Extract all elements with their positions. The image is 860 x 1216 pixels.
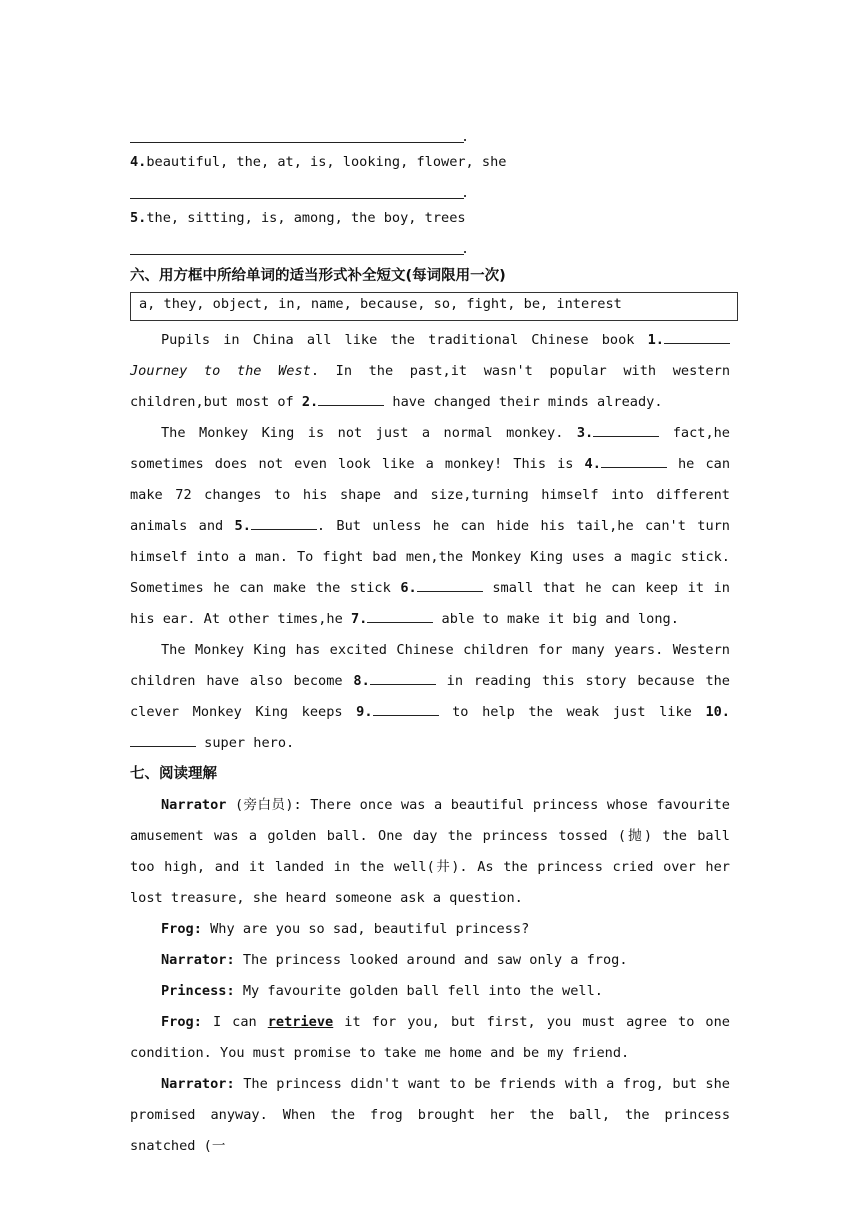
answer-line-5[interactable]: . <box>130 234 464 255</box>
question-4-number: 4. <box>130 154 147 170</box>
question-4-words: beautiful, the, at, is, looking, flower, she <box>146 154 507 170</box>
blank-5[interactable] <box>251 515 317 530</box>
blank-8[interactable] <box>370 670 436 685</box>
blank-2[interactable] <box>318 391 384 406</box>
worksheet-page <box>130 100 730 1162</box>
underlined-word: retrieve <box>267 1014 334 1030</box>
question-5-words: the, sitting, is, among, the boy, trees <box>146 210 466 226</box>
section-7-heading: 七、阅读理解 <box>130 766 217 782</box>
blank-6[interactable] <box>417 577 483 592</box>
question-5 <box>130 203 730 234</box>
paragraph-1: Pupils in China all like the traditional Chinese book 1. Journey to the West. In the past,it wasn't popular with western children,but most of 2. have changed their minds already. <box>130 325 730 418</box>
section-6-heading: 六、用方框中所给单词的适当形式补全短文(每词限用一次) <box>130 268 506 284</box>
blank-7[interactable] <box>367 608 433 623</box>
dialogue-narrator-3: Narrator: The princess didn't want to be friends with a frog, but she promised anyway. When the frog brought her the ball, the princess snatched (一 <box>130 1076 730 1154</box>
word-box: a, they, object, in, name, because, so, fight, be, interest <box>130 292 738 321</box>
answer-line-4[interactable]: . <box>130 178 464 199</box>
dialogue-frog-1: Frog: Why are you so sad, beautiful princess? <box>161 921 530 937</box>
blank-1[interactable] <box>664 329 730 344</box>
question-5-number: 5. <box>130 210 147 226</box>
blank-10[interactable] <box>130 732 196 747</box>
blank-3[interactable] <box>593 422 659 437</box>
blank-9[interactable] <box>373 701 439 716</box>
paragraph-2: The Monkey King is not just a normal monkey. 3. fact,he sometimes does not even look like a monkey! This is 4. he can make 72 changes to his shape and size,turning himself into different animals and 5. . But unless he can hide his tail,he can't turn himself into a man. To fight bad men,the Monkey King uses a magic stick. Sometimes he can make the stick 6. small that he can keep it in his ear. At other times,he 7. able to make it big and long. <box>130 418 730 635</box>
answer-line-3[interactable]: . <box>130 122 464 143</box>
dialogue-princess-1: Princess: My favourite golden ball fell into the well. <box>161 983 603 999</box>
question-4 <box>130 147 730 178</box>
dialogue-narrator-1: Narrator (旁白员): There once was a beautiful princess whose favourite amusement was a golden ball. One day the princess tossed (抛) the ball too high, and it landed in the well(井). As the princess cried over her lost treasure, she heard someone ask a question. <box>130 797 730 906</box>
paragraph-3: The Monkey King has excited Chinese children for many years. Western children have also become 8. in reading this story because the clever Monkey King keeps 9. to help the weak just like 10. super hero. <box>130 642 730 751</box>
book-title: Journey to the West <box>130 363 311 379</box>
dialogue-narrator-2: Narrator: The princess looked around and saw only a frog. <box>161 952 628 968</box>
dialogue-frog-2: Frog: I can retrieve it for you, but first, you must agree to one condition. You must promise to take me home and be my friend. <box>130 1014 730 1061</box>
blank-4[interactable] <box>601 453 667 468</box>
